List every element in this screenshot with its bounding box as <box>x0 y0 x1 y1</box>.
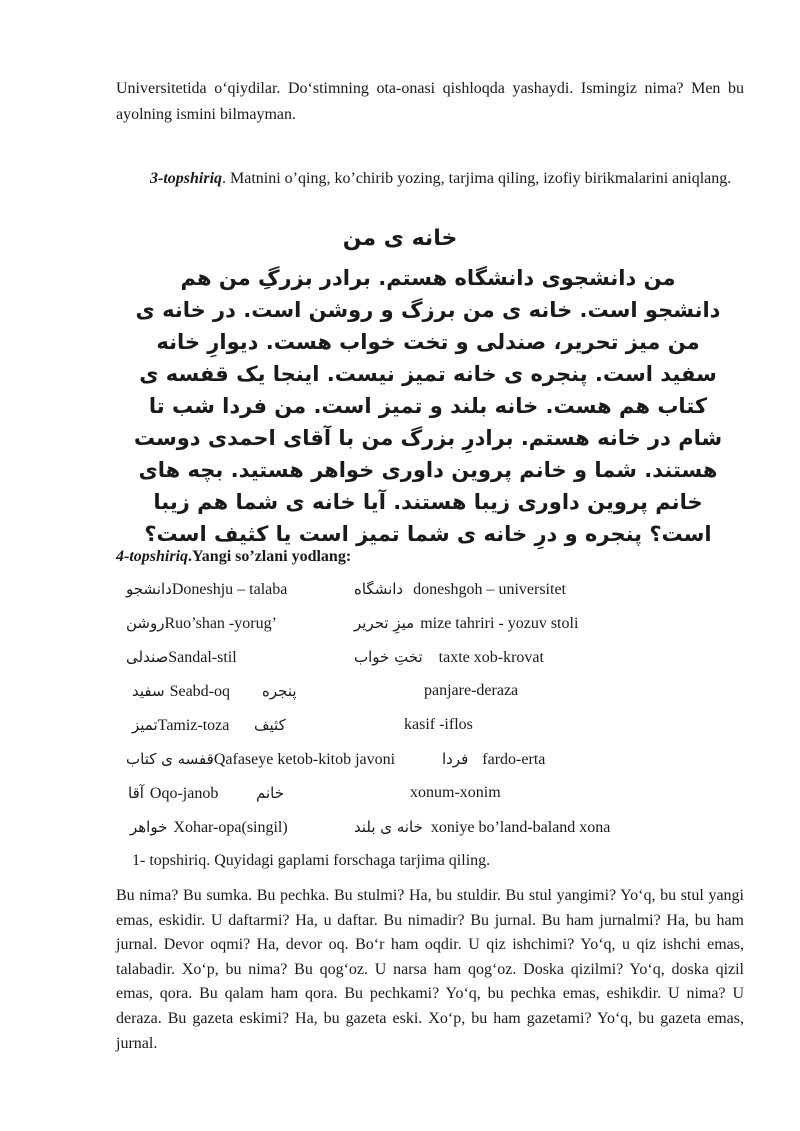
vocab-translation: Sandal-stil <box>168 649 237 666</box>
vocab-entry-left <box>126 580 287 599</box>
vocab-entry-left <box>132 682 230 701</box>
vocab-persian-word: میزِ تحریر <box>354 614 415 632</box>
vocab-translation: doneshgoh – universitet <box>413 581 566 598</box>
vocab-entry-left <box>126 750 395 769</box>
persian-line: سفید است. پنجره ی خانه تمیز نیست. اینجا یک قفسه ی <box>139 362 717 386</box>
vocab-translation: xonum-xonim <box>410 784 501 801</box>
vocab-entry-left <box>132 716 229 735</box>
vocab-entry-right <box>354 614 578 633</box>
vocab-row <box>0 614 800 648</box>
vocab-entry-right-translation <box>424 682 518 700</box>
exercise-paragraph: Bu nima? Bu sumka. Bu pechka. Bu stulmi? Ha, bu stuldir. Bu stul yangimi? Yo‘q, bu stul yangi emas, eskidir. U daftarmi? Ha, u daftar. Bu nimadir? Bu jurnal. Bu ham jurnalmi? Ha, bu ham jurnal. Devor oqmi? Ha, devor oq. Bo‘r ham oqdir. U qiz ishchimi? Yo‘q, u qiz ishchi emas, talabadir. Xo‘p, bu nima? Bu qog‘oz. U narsa ham qog‘oz. Doska qizilmi? Yo‘q, doska qizil emas, qora. Bu qalam ham qora. Bu pechkami? Yo‘q, bu pechka emas, eshikdir. U nima? U deraza. Bu gazeta eskimi? Ha, bu gazeta eski. Xo‘p, bu ham gazetami? Yo‘q, bu gazeta emas, jurnal. <box>116 887 744 1052</box>
vocab-persian-word: خانه ی بلند <box>354 818 423 836</box>
vocab-persian-word: قفسه ی کتاب <box>126 750 214 768</box>
task3-paragraph <box>116 166 744 192</box>
persian-text <box>118 262 738 550</box>
vocab-entry-left <box>126 648 237 667</box>
vocab-translation: Oqo-janob <box>149 785 219 802</box>
vocab-entry-right <box>442 750 545 769</box>
vocab-persian-word: دانشجو <box>126 580 172 598</box>
vocab-persian-word: کثیف <box>254 716 286 734</box>
vocab-row <box>0 818 800 852</box>
vocab-persian-word: خواهر <box>130 818 168 836</box>
vocab-persian-word: پنجره <box>262 682 297 700</box>
persian-line: شام در خانه هستم. برادرِ بزرگ من با آقای احمدی دوست <box>133 426 723 450</box>
vocab-translation: mize tahriri - yozuv stoli <box>420 615 579 632</box>
task4-label: 4-topshiriq <box>116 548 189 565</box>
persian-line: دانشجو است. خانه ی من برزگ و روشن است. در خانه ی <box>135 298 721 322</box>
persian-line: خانم پروین داوری زیبا هستند. آیا خانه ی شما هم زیبا <box>153 490 703 514</box>
intro-paragraph: Universitetida o‘qiydilar. Do‘stimning ota-onasi qishloqda yashaydi. Ismingiz nima? Men bu ayolning ismini bilmayman. <box>116 80 744 123</box>
persian-line: من میز تحریر، صندلی و تخت خواب هست. دیوارِ خانه <box>156 330 700 354</box>
persian-line: هستند. شما و خانم پروین داوری خواهر هستید. بچه های <box>138 458 718 482</box>
vocab-entry-right-translation <box>410 784 501 802</box>
vocab-translation: panjare-deraza <box>424 682 519 699</box>
persian-line: من دانشجوی دانشگاه هستم. برادر بزرگِ من هم <box>180 266 676 290</box>
vocab-persian-word: خانم <box>256 784 285 802</box>
task3-label: 3-topshiriq <box>150 170 223 187</box>
vocab-translation: Tamiz-toza <box>157 717 230 734</box>
vocab-entry-right-persian <box>254 716 286 735</box>
vocab-row <box>0 750 800 784</box>
vocab-entry-left <box>130 818 288 837</box>
vocab-entry-right <box>354 648 544 667</box>
task4-text: .Yangi so’zlani yodlang: <box>188 548 352 565</box>
vocab-entry-right <box>354 580 566 599</box>
vocab-row <box>0 716 800 750</box>
task3-text: . Matnini o’qing, ko’chirib yozing, tarjima qiling, izofiy birikmalarini aniqlang. <box>222 170 732 187</box>
vocab-persian-word: تختِ خواب <box>354 648 423 666</box>
vocab-translation: Doneshju – talaba <box>171 581 288 598</box>
vocab-row <box>0 580 800 614</box>
vocab-entry-right-persian <box>262 682 297 701</box>
vocab-entry-right-persian <box>256 784 284 803</box>
vocabulary-list <box>0 580 800 852</box>
vocab-persian-word: روشن <box>126 614 165 632</box>
vocab-translation: xoniye bo’land-baland xona <box>430 819 611 836</box>
vocab-entry-right-translation <box>404 716 473 734</box>
vocab-row <box>0 682 800 716</box>
persian-line: کتاب هم هست. خانه بلند و تمیز است. من فردا شب تا <box>148 394 708 418</box>
vocab-persian-word: صندلی <box>126 648 169 666</box>
task4-heading <box>116 548 351 566</box>
vocab-translation: fardo-erta <box>482 751 546 768</box>
vocab-persian-word: دانشگاه <box>354 580 404 598</box>
vocab-translation: kasif -iflos <box>404 716 473 733</box>
vocab-translation: taxte xob-krovat <box>438 649 544 666</box>
vocab-translation: Ruo’shan -yorug’ <box>164 615 277 632</box>
vocab-row <box>0 648 800 682</box>
vocab-entry-left <box>128 784 218 803</box>
vocab-translation: Qafaseye ketob-kitob javoni <box>213 751 396 768</box>
vocab-persian-word: تمیز <box>132 716 158 734</box>
vocab-persian-word: آقا <box>128 784 144 802</box>
vocab-entry-left <box>126 614 277 633</box>
vocab-row <box>0 784 800 818</box>
persian-line: است؟ پنجره و درِ خانه ی شما تمیز است یا کثیف است؟ <box>144 522 712 546</box>
vocab-entry-right <box>354 818 610 837</box>
task1-heading: 1- topshiriq. Quyidagi gaplami forschaga tarjima qiling. <box>132 852 491 869</box>
vocab-persian-word: سفید <box>132 682 165 700</box>
vocab-translation: Xohar-opa(singil) <box>173 819 288 836</box>
vocab-translation: Seabd-oq <box>169 683 230 700</box>
persian-title: خانه ی من <box>342 226 458 251</box>
vocab-persian-word: فردا <box>442 750 469 768</box>
